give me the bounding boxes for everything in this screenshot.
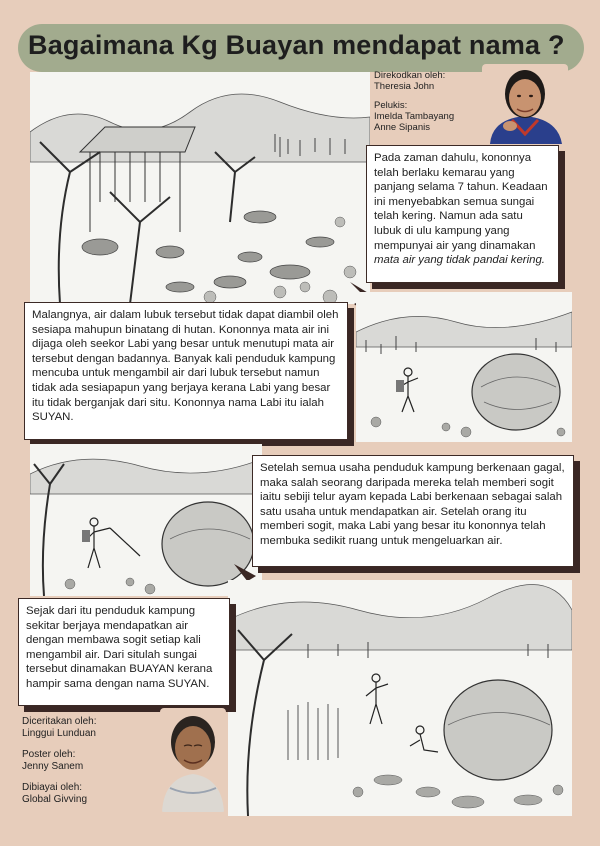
illustration-scene-turtle-guard [356, 292, 572, 442]
funded-name: Global Givving [22, 794, 88, 805]
page-title: Bagaimana Kg Buayan mendapat nama ? [28, 30, 565, 60]
story-panel-1-italic: mata air yang tidak pandai kering. [374, 254, 545, 267]
photo-director [482, 64, 568, 144]
photo-storyteller [160, 708, 226, 812]
story-panel-3-text: Setelah semua usaha penduduk kampung berkenaan gagal, maka salah seorang daripada mereka telah memberi sogit iaitu sebiji telur ayam kepada Labi berkenaan sebagai salah satu usaha untuk mendapatkan air. Setelah orang itu memberi sogit, maka Labi yang besar itu kononnya telah membuka sedikit ruang untuk mengeluarkan air. [260, 462, 565, 547]
illustration-scene-drought [30, 72, 370, 304]
credits-bottom [22, 716, 96, 815]
story-panel-1-body: Pada zaman dahulu, kononnya telah berlaku kemarau yang panjang selama 7 tahun. Keadaan ini menyebabkan semua sungai telah kering. Namun ada satu lubuk di ulu kampung yang mempunyai air yang dinamakan [374, 152, 548, 252]
illustrator-name-1: Imelda Tambayang [374, 111, 455, 122]
story-panel-4 [18, 598, 230, 706]
story-panel-2 [24, 302, 348, 440]
illustrator-label: Pelukis: [374, 100, 408, 111]
story-panel-1 [366, 145, 559, 283]
poster-label: Poster oleh: [22, 749, 76, 760]
funded-label: Dibiayai oleh: [22, 782, 83, 793]
storyteller-name: Linggui Lunduan [22, 728, 96, 739]
illustrator-name-2: Anne Sipanis [374, 122, 430, 133]
credits-top [374, 70, 454, 133]
story-panel-3 [252, 455, 574, 567]
story-panel-4-text: Sejak dari itu penduduk kampung sekitar berjaya mendapatkan air dengan membawa sogit setiap kali mengambil air. Dari situlah sungai tersebut dinamakan BUAYAN kerana hampir sama dengan nama SUYAN. [26, 605, 213, 690]
illustration-scene-villagers [228, 580, 572, 816]
director-label: Direkodkan oleh: [374, 70, 446, 81]
poster-name: Jenny Sanem [22, 761, 84, 772]
story-panel-1-text [374, 151, 551, 268]
storyteller-label: Diceritakan oleh: [22, 716, 97, 727]
story-panel-2-text: Malangnya, air dalam lubuk tersebut tidak dapat diambil oleh sesiapa mahupun binatang di hutan. Kononnya mata air ini dijaga oleh seekor Labi yang besar untuk menutupi mata air tersebut dengan badannya. Banyak kali penduduk kampung mencuba untuk mengambil air dari lubuk tersebut namun tidak ada sesiapapun yang berjaya kerana Labi yang besar itu tidak berganjak dari situ. Kononnya nama Labi itu ialah SUYAN. [32, 309, 339, 424]
director-name: Theresia John [374, 81, 435, 92]
